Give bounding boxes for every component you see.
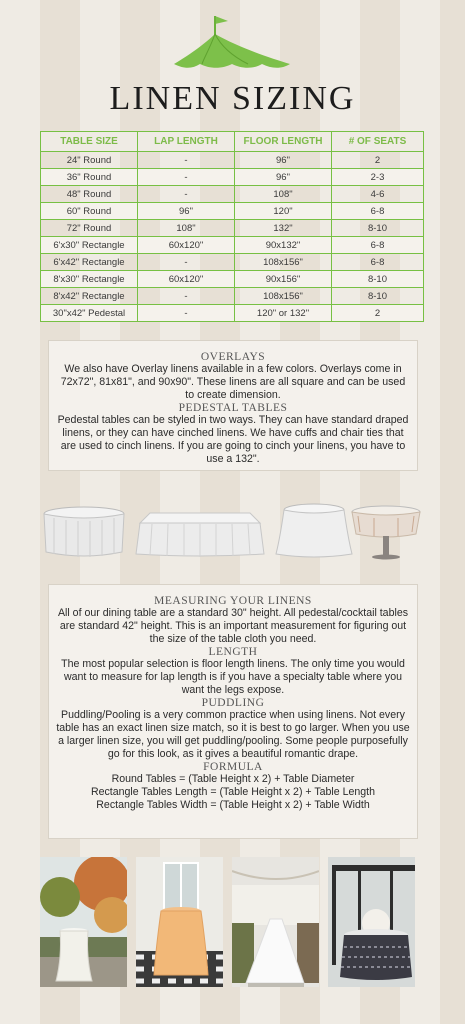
table-cell: 6'x42" Rectangle [41, 254, 138, 271]
table-cell: 96" [235, 152, 332, 169]
table-cell: 6-8 [332, 254, 424, 271]
table-cell: 60x120" [138, 271, 235, 288]
table-cell: 108x156" [235, 254, 332, 271]
table-cell: 8-10 [332, 220, 424, 237]
table-cell: 120" or 132" [235, 305, 332, 322]
table-cell: 96" [235, 169, 332, 186]
linen-sizing-table [40, 131, 424, 322]
table-cell: 8'x42" Rectangle [41, 288, 138, 305]
table-row [41, 288, 424, 305]
linen-table-illustrations [40, 478, 424, 574]
length-text: The most popular selection is floor length linens. The only time you would want to measure for lap length is if you have a specialty table where you want the legs expose. [61, 658, 405, 696]
table-header-row [41, 132, 424, 152]
col-header-floor-length: FLOOR LENGTH [235, 132, 332, 152]
table-cell: 30"x42" Pedestal [41, 305, 138, 322]
formula-rect-length: Rectangle Tables Length = (Table Height x 2) + Table Length [90, 786, 376, 798]
table-cell: 36" Round [41, 169, 138, 186]
table-row [41, 271, 424, 288]
table-row [41, 305, 424, 322]
table-cell: 96" [138, 203, 235, 220]
table-row [41, 186, 424, 203]
measuring-heading: MEASURING YOUR LINENS [154, 595, 312, 607]
table-cell: 108" [235, 186, 332, 203]
table-cell: 132" [235, 220, 332, 237]
table-cell: 90x132" [235, 237, 332, 254]
table-cell: 108x156" [235, 288, 332, 305]
overlays-text: We also have Overlay linens available in a few colors. Overlays come in 72x72", 81x81", and 90x90". These linens are all square and can be used to create dimension. [60, 363, 406, 401]
rectangle-table-floor-linen-image [136, 513, 264, 557]
table-row [41, 220, 424, 237]
table-cell: 8-10 [332, 288, 424, 305]
table-cell: 48" Round [41, 186, 138, 203]
table-cell: 24" Round [41, 152, 138, 169]
measuring-panel [48, 584, 418, 839]
table-cell: - [138, 288, 235, 305]
round-table-floor-linen-image [44, 507, 124, 557]
table-cell: 6'x30" Rectangle [41, 237, 138, 254]
table-cell: - [138, 169, 235, 186]
table-cell: 120" [235, 203, 332, 220]
table-cell: 2-3 [332, 169, 424, 186]
table-cell: - [138, 254, 235, 271]
table-row [41, 237, 424, 254]
table-cell: 8-10 [332, 271, 424, 288]
col-header-lap-length: LAP LENGTH [138, 132, 235, 152]
pedestal-text: Pedestal tables can be styled in two ways. They can have standard draped linens, or they can have cinched linens. We have cuffs and chair ties that are used to cinch linens. If you are going to cinch your linens, you have to use a 132". [57, 414, 409, 465]
table-row [41, 152, 424, 169]
measuring-text: All of our dining table are a standard 30" height. All pedestal/cocktail tables are standard 42" height. This is an important measurement for figuring out the size of the table cloth you need. [57, 607, 409, 645]
formula-rect-width: Rectangle Tables Width = (Table Height x 2) + Table Width [96, 799, 370, 811]
tent-logo [170, 14, 294, 76]
table-cell: - [138, 305, 235, 322]
overlays-pedestal-panel [48, 340, 418, 471]
photo-garden-cocktail-table [40, 857, 127, 987]
table-cell: 2 [332, 305, 424, 322]
formula-heading: FORMULA [203, 761, 263, 773]
puddling-text: Puddling/Pooling is a very common practice when using linens. Not every table has an exact linen size match, so it is best to go larger. When you use a larger linen size, you will get puddling/pooling. Some people purposefully go for this look, as it gives a beautiful romantic drape. [56, 709, 410, 760]
table-cell: - [138, 186, 235, 203]
photo-patterned-round-table [328, 857, 415, 987]
table-cell: 90x156" [235, 271, 332, 288]
formula-round: Round Tables = (Table Height x 2) + Table Diameter [111, 773, 355, 785]
col-header-table-size: TABLE SIZE [41, 132, 138, 152]
table-cell: 6-8 [332, 237, 424, 254]
table-row [41, 203, 424, 220]
table-cell: 60" Round [41, 203, 138, 220]
page-title: LINEN SIZING [109, 80, 356, 117]
table-row [41, 169, 424, 186]
length-heading: LENGTH [208, 646, 258, 658]
table-cell: 8'x30" Rectangle [41, 271, 138, 288]
table-cell: 108" [138, 220, 235, 237]
photo-peach-pedestal-table [136, 857, 223, 987]
pedestal-heading: PEDESTAL TABLES [178, 402, 288, 414]
round-table-overlay-linen-image [352, 506, 420, 560]
puddling-heading: PUDDLING [201, 697, 265, 709]
overlays-heading: OVERLAYS [200, 351, 266, 363]
col-header-seats: # OF SEATS [332, 132, 424, 152]
table-cell: 2 [332, 152, 424, 169]
table-cell: 4-6 [332, 186, 424, 203]
table-cell: 72" Round [41, 220, 138, 237]
photo-long-banquet-table [232, 857, 319, 987]
table-row [41, 254, 424, 271]
table-cell: 6-8 [332, 203, 424, 220]
table-cell: - [138, 152, 235, 169]
pedestal-table-draped-linen-image [276, 504, 352, 557]
table-cell: 60x120" [138, 237, 235, 254]
